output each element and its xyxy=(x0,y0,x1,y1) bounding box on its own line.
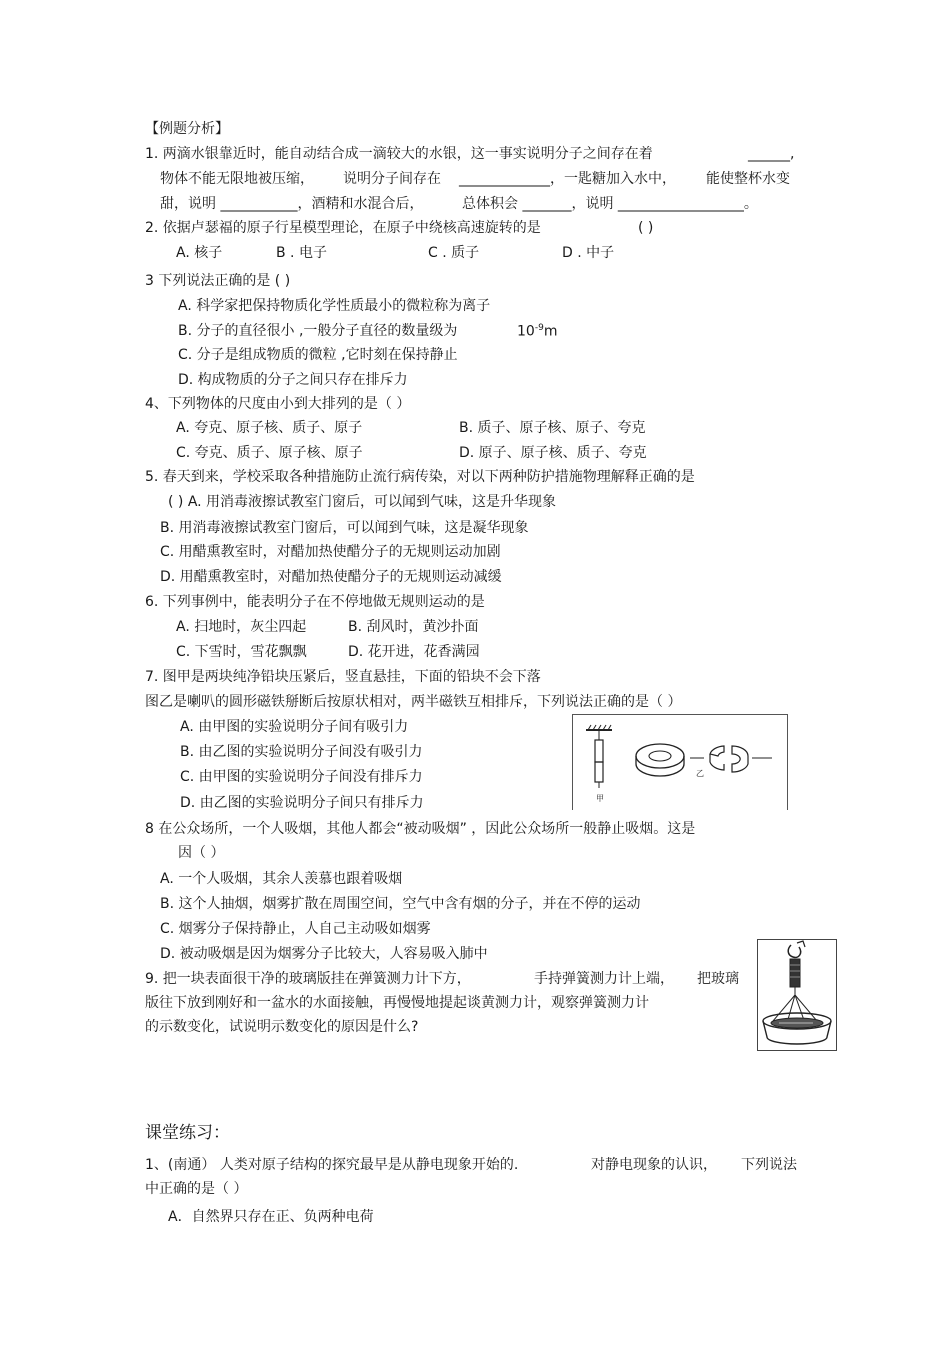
practice-title: 课堂练习： xyxy=(145,1123,230,1143)
q8-stem2: 因（ ） xyxy=(178,845,225,861)
q7-stem2: 图乙是喇叭的圆形磁铁掰断后按原状相对，两半磁铁互相排斥，下列说法正确的是（ ） xyxy=(145,694,682,710)
q9-line1a: 9. 把一块表面很干净的玻璃版挂在弹簧测力计下方， xyxy=(145,971,471,987)
q9-line3: 的示数变化，试说明示数变化的原因是什么? xyxy=(145,1019,419,1035)
q5-option-b: B. 用消毒液擦试教室门窗后，可以闻到气味，这是凝华现象 xyxy=(160,520,529,536)
practice-q1-line1a: 1、(南通） 人类对原子结构的探究最早是从静电现象开始的. xyxy=(145,1157,519,1173)
practice-q1-line2: 中正确的是（ ） xyxy=(145,1181,248,1197)
practice-q1-line1b: 对静电现象的认识， xyxy=(591,1157,717,1173)
figure-label-jia: 甲 xyxy=(596,794,604,803)
q3-option-a: A. 科学家把保持物质化学性质最小的微粒称为离子 xyxy=(178,298,491,314)
q8-stem1: 8 在公众场所，一个人吸烟，其他人都会“被动吸烟” ，因此公众场所一般静止吸烟。这是 xyxy=(145,821,696,837)
q1-line2b: 说明分子间存在 xyxy=(343,171,441,187)
q5-option-c: C. 用醋熏教室时，对醋加热使醋分子的无规则运动加剧 xyxy=(160,544,501,560)
lead-magnet-figure xyxy=(572,714,788,810)
section-title: 【例题分析】 xyxy=(145,121,229,137)
q5-option-d: D. 用醋熏教室时，对醋加热使醋分子的无规则运动减缓 xyxy=(160,569,502,585)
q3-option-d: D. 构成物质的分子之间只存在排斥力 xyxy=(178,372,408,388)
q5-stem: 5. 春天到来，学校采取各种措施防止流行病传染，对以下两种防护措施物理解释正确的是 xyxy=(145,469,695,485)
ring-magnet-icon xyxy=(636,744,684,776)
q7-option-d: D. 由乙图的实验说明分子间只有排斥力 xyxy=(180,795,424,811)
practice-q1-line1c: 下列说法 xyxy=(741,1157,797,1173)
q5-option-a: ( ) A. 用消毒液擦试教室门窗后，可以闻到气味，这是升华现象 xyxy=(168,494,557,510)
q4-option-c: C. 夸克、质子、原子核、原子 xyxy=(176,445,363,461)
q4-option-d: D. 原子、原子核、质子、夸克 xyxy=(459,445,647,461)
q9-line2: 版往下放到刚好和一盆水的水面接触，再慢慢地提起谈黄测力计，观察弹簧测力计 xyxy=(145,995,649,1011)
q1-blank1: ______, xyxy=(748,146,795,162)
q1-line2d: 能使整杯水变 xyxy=(706,171,790,187)
q6-stem: 6. 下列事例中，能表明分子在不停地做无规则运动的是 xyxy=(145,594,485,610)
ceiling-icon xyxy=(586,725,612,730)
q8-option-a: A. 一个人吸烟，其余人羡慕也跟着吸烟 xyxy=(160,871,403,887)
q3-option-b: B. 分子的直径很小 ,一般分子直径的数量级为 xyxy=(178,323,458,339)
q3-option-b-unit: $10^{-9}m$ xyxy=(517,323,558,340)
q3-stem: 3 下列说法正确的是 ( ) xyxy=(145,273,291,289)
spring-scale-water-basin-icon xyxy=(757,939,837,1051)
q4-option-b: B. 质子、原子核、原子、夸克 xyxy=(459,420,646,436)
q7-option-b: B. 由乙图的实验说明分子间没有吸引力 xyxy=(180,744,423,760)
q8-option-b: B. 这个人抽烟，烟雾扩散在周围空间，空气中含有烟的分子，并在不停的运动 xyxy=(160,896,641,912)
q2-option-c: C . 质子 xyxy=(428,245,480,261)
q6-option-c: C. 下雪时，雪花飘飘 xyxy=(176,644,307,660)
q3-option-c: C. 分子是组成物质的微粒 ,它时刻在保持静止 xyxy=(178,347,458,363)
q8-option-c: C. 烟雾分子保持静止，人自己主动吸如烟雾 xyxy=(160,921,431,937)
q6-option-d: D. 花开进，花香满园 xyxy=(348,644,480,660)
q7-stem1: 7. 图甲是两块纯净铅块压紧后，竖直悬挂，下面的铅块不会下落 xyxy=(145,669,541,685)
q2-paren: ( ) xyxy=(638,220,654,236)
lower-lead-block-icon xyxy=(595,762,603,782)
q2-option-d: D . 中子 xyxy=(562,245,615,261)
q9-line1c: 把玻璃 xyxy=(697,971,739,987)
q1-line1: 1. 两滴水银靠近时，能自动结合成一滴较大的水银，这一事实说明分子之间存在着 xyxy=(145,146,653,162)
upper-lead-block-icon xyxy=(595,740,603,762)
q1-line2a: 物体不能无限地被压缩， xyxy=(160,171,314,187)
q8-option-d: D. 被动吸烟是因为烟雾分子比较大，人容易吸入肺中 xyxy=(160,946,488,962)
q4-option-a: A. 夸克、原子核、质子、原子 xyxy=(176,420,363,436)
q2-option-b: B . 电子 xyxy=(276,245,327,261)
q7-figure xyxy=(572,714,788,810)
q1-line3b: 总体积会 _______，说明 __________________。 xyxy=(462,196,758,212)
q1-line3a: 甜，说明 ___________，酒精和水混合后， xyxy=(160,196,424,212)
q2-option-a: A. 核子 xyxy=(176,245,223,261)
figure-label-yi: 乙 xyxy=(696,769,704,778)
q7-option-a: A. 由甲图的实验说明分子间有吸引力 xyxy=(180,719,409,735)
q9-figure xyxy=(757,939,837,1051)
q7-option-c: C. 由甲图的实验说明分子间没有排斥力 xyxy=(180,769,423,785)
q9-line1b: 手持弹簧测力计上端， xyxy=(534,971,674,987)
practice-q1-option-a: A．自然界只存在正、负两种电荷 xyxy=(168,1209,374,1225)
q1-line2c: _____________，一匙糖加入水中， xyxy=(459,171,676,187)
q6-option-a: A. 扫地时，灰尘四起 xyxy=(176,619,307,635)
q2-stem: 2. 依据卢瑟福的原子行星模型理论，在原子中绕核高速旋转的是 xyxy=(145,220,541,236)
q6-option-b: B. 刮风时，黄沙扑面 xyxy=(348,619,479,635)
q4-stem: 4、下列物体的尺度由小到大排列的是（ ） xyxy=(145,396,411,412)
